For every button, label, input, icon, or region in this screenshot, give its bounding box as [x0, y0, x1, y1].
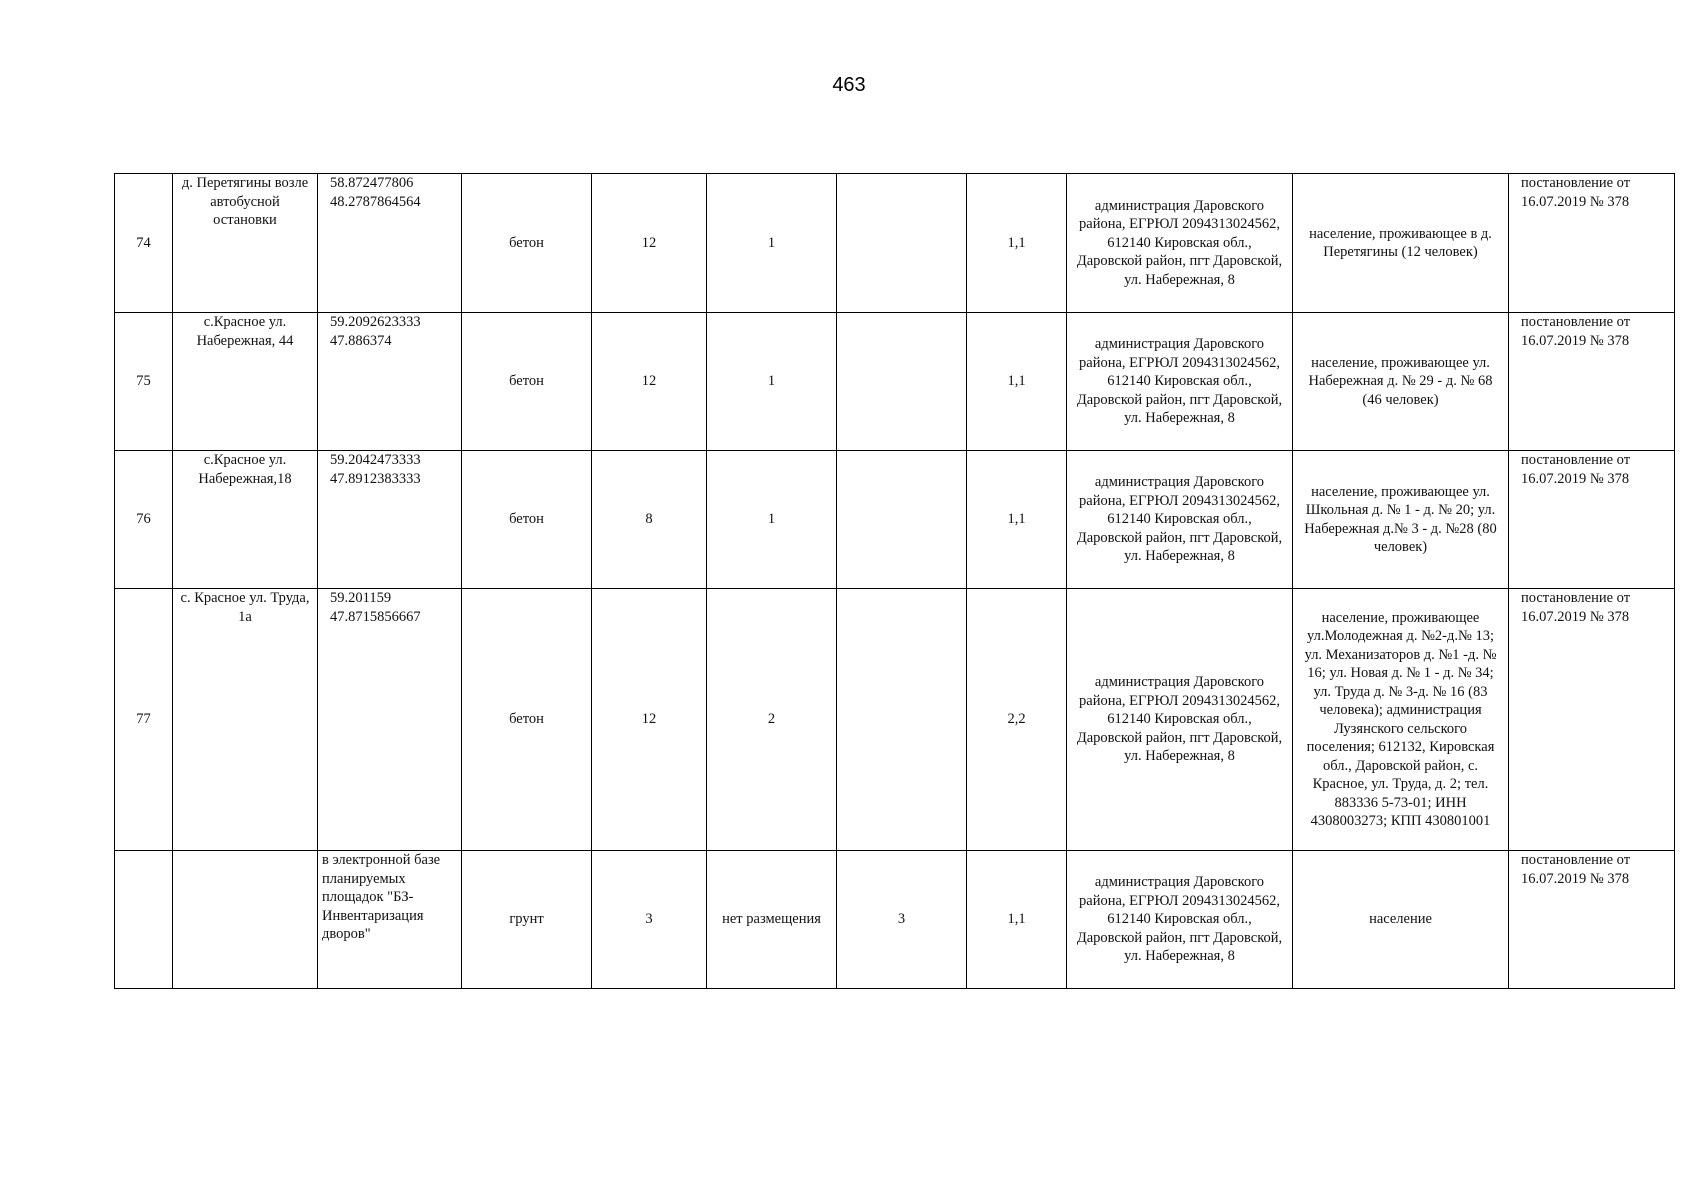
cell-owner: администрация Даровского района, ЕГРЮЛ 2094313024562, 612140 Кировская обл., Даровской район, пгт Даровской, ул. Набережная, 8: [1067, 174, 1293, 313]
cell-volume: 1,1: [967, 313, 1067, 451]
cell-containers: 1: [707, 451, 837, 589]
cell-location: [173, 851, 318, 989]
cell-planned: 3: [837, 851, 967, 989]
cell-surface: бетон: [462, 174, 592, 313]
cell-row-number: 76: [115, 451, 173, 589]
cell-area: 3: [592, 851, 707, 989]
cell-coordinates: 59.2042473333 47.8912383333: [318, 451, 462, 589]
cell-coordinates: в электронной базе планируемых площадок "БЗ-Инвентаризация дворов": [318, 851, 462, 989]
cell-volume: 1,1: [967, 451, 1067, 589]
cell-document: постановление от 16.07.2019 № 378: [1509, 851, 1675, 989]
cell-volume: 1,1: [967, 851, 1067, 989]
table-row: [115, 589, 1675, 851]
cell-owner: администрация Даровского района, ЕГРЮЛ 2094313024562, 612140 Кировская обл., Даровской район, пгт Даровской, ул. Набережная, 8: [1067, 589, 1293, 851]
cell-planned: [837, 451, 967, 589]
cell-coordinates: 59.201159 47.8715856667: [318, 589, 462, 851]
cell-row-number: 77: [115, 589, 173, 851]
cell-waste-source: население, проживающее ул. Школьная д. № 1 - д. № 20; ул. Набережная д.№ 3 - д. №28 (80 человек): [1293, 451, 1509, 589]
cell-waste-source: население, проживающее ул.Молодежная д. №2-д.№ 13; ул. Механизаторов д. №1 -д. № 16; ул. Новая д. № 1 - д. № 34; ул. Труда д. № 3-д. № 16 (83 человека); администрация Лузянского сельского поселения; 612132, Кировская обл., Даровской район, с. Красное, ул. Труда, д. 2; тел. 883336 5-73-01; ИНН 4308003273; КПП 430801001: [1293, 589, 1509, 851]
cell-document: постановление от 16.07.2019 № 378: [1509, 589, 1675, 851]
table-row: [115, 313, 1675, 451]
cell-surface: бетон: [462, 313, 592, 451]
cell-document: постановление от 16.07.2019 № 378: [1509, 451, 1675, 589]
cell-coordinates: 58.872477806 48.2787864564: [318, 174, 462, 313]
cell-surface: бетон: [462, 451, 592, 589]
cell-area: 12: [592, 589, 707, 851]
cell-row-number: 75: [115, 313, 173, 451]
cell-owner: администрация Даровского района, ЕГРЮЛ 2094313024562, 612140 Кировская обл., Даровской район, пгт Даровской, ул. Набережная, 8: [1067, 451, 1293, 589]
cell-planned: [837, 174, 967, 313]
cell-planned: [837, 589, 967, 851]
cell-owner: администрация Даровского района, ЕГРЮЛ 2094313024562, 612140 Кировская обл., Даровской район, пгт Даровской, ул. Набережная, 8: [1067, 851, 1293, 989]
cell-area: 12: [592, 313, 707, 451]
cell-surface: бетон: [462, 589, 592, 851]
table-row: [115, 851, 1675, 989]
cell-volume: 1,1: [967, 174, 1067, 313]
cell-coordinates: 59.2092623333 47.886374: [318, 313, 462, 451]
cell-location: д. Перетягины возле автобусной остановки: [173, 174, 318, 313]
cell-location: с.Красное ул. Набережная,18: [173, 451, 318, 589]
cell-surface: грунт: [462, 851, 592, 989]
cell-containers: 2: [707, 589, 837, 851]
table-row: [115, 451, 1675, 589]
cell-location: с.Красное ул. Набережная, 44: [173, 313, 318, 451]
waste-sites-table: [114, 173, 1675, 989]
cell-volume: 2,2: [967, 589, 1067, 851]
cell-planned: [837, 313, 967, 451]
cell-row-number: 74: [115, 174, 173, 313]
cell-row-number: [115, 851, 173, 989]
cell-waste-source: население, проживающее в д. Перетягины (12 человек): [1293, 174, 1509, 313]
cell-area: 12: [592, 174, 707, 313]
cell-containers: 1: [707, 313, 837, 451]
cell-document: постановление от 16.07.2019 № 378: [1509, 313, 1675, 451]
cell-location: с. Красное ул. Труда, 1а: [173, 589, 318, 851]
cell-waste-source: население, проживающее ул. Набережная д. № 29 - д. № 68 (46 человек): [1293, 313, 1509, 451]
cell-containers: 1: [707, 174, 837, 313]
cell-document: постановление от 16.07.2019 № 378: [1509, 174, 1675, 313]
cell-waste-source: население: [1293, 851, 1509, 989]
cell-containers: нет размещения: [707, 851, 837, 989]
cell-area: 8: [592, 451, 707, 589]
page-number: 463: [832, 74, 866, 96]
cell-owner: администрация Даровского района, ЕГРЮЛ 2094313024562, 612140 Кировская обл., Даровской район, пгт Даровской, ул. Набережная, 8: [1067, 313, 1293, 451]
table-row: [115, 174, 1675, 313]
